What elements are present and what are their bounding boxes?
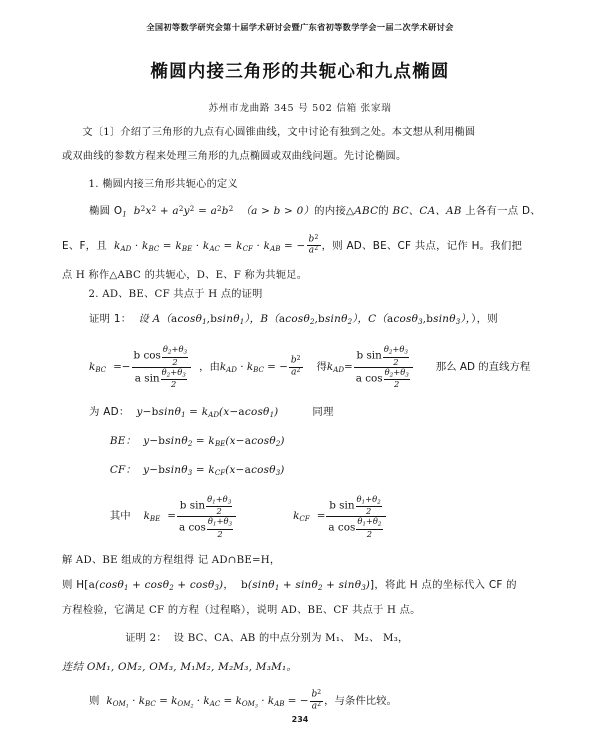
proof-2-label: 证明 2： [125, 632, 167, 644]
ellipse-equation: $b^2x^2 + a^2y^2 = a^2b^2$ [133, 203, 234, 217]
proof-2-text: 设 BC、CA、AB 的中点分别为 M₁、 M₂、 M₃， [173, 632, 409, 644]
proof-2-line [62, 634, 538, 644]
proof-1-setup [62, 314, 538, 325]
ellipse-label-text: 椭圆 O [89, 204, 123, 217]
final-slope-expression: $k_{OM_1} \cdot k_{BC} = k_{OM_2} \cdot k_{AC} = k_{OM_3} \cdot k_{AB}$ = − $\frac{b^2}{a^2}$ [106, 689, 322, 712]
section-1-heading: 1. 椭圆内接三角形共轭心的定义 [88, 179, 238, 191]
proof-1-label: 证明 1： [89, 313, 132, 326]
document-page [0, 22, 600, 733]
where-formula-row: 其中 $k_{BE}$ = b sin $\frac{\theta_1+\theta_3}{2}$ a cos $\frac{\theta_1+\theta_3}{2}$ $k_{CF}$ = b sin $\frac{\theta_1+\theta_2}{2}$ a cos $\frac{\theta_1+\theta_2}{2}$ [62, 495, 538, 539]
proof-1-tail: ），则 [471, 313, 498, 326]
def2-tail: ，则 AD、BE、CF 共点，记作 H。我们把 [321, 239, 523, 252]
author-byline: 苏州市龙曲路 345 号 502 信箱 张家瑞 [208, 103, 392, 114]
k-cf-label: $k_{CF}$ [293, 509, 310, 523]
same-reasoning-text: 同理 [312, 406, 334, 418]
h-point-coordinates-line [62, 580, 538, 591]
h-result-prefix: 则 H[ [62, 579, 89, 592]
equals-sign-1: = [113, 360, 122, 373]
line-cf-equation [62, 465, 538, 476]
k-be-label: $k_{BE}$ [143, 509, 161, 523]
h-x-coordinate: a(cosθ$_1$ + cosθ$_2$ + cosθ$_3$) [88, 579, 224, 593]
h-result-suffix: ]，将此 H 点的坐标代入 CF 的 [370, 579, 517, 592]
k-be-fraction: b sin $\frac{\theta_1+\theta_3}{2}$ a cos $\frac{\theta_1+\theta_3}{2}$ [177, 495, 236, 539]
k-bc-fraction: b cos $\frac{\theta_2+\theta_3}{2}$ a sin $\frac{\theta_2+\theta_3}{2}$ [132, 345, 192, 389]
def-de-text: 的 [378, 204, 389, 217]
k-ad-fraction: b sin $\frac{\theta_2+\theta_3}{2}$ a cos $\frac{\theta_2+\theta_3}{2}$ [354, 345, 413, 389]
line-cf-expr: $y-bsin\theta_3 = k_{CF}(x-acos\theta_3)$ [143, 464, 285, 478]
k-ad-label: $k_{AD}$ [326, 360, 344, 374]
verification-line: 方程检验，它满足 CF 的方程（过程略），说明 AD、BE、CF 共点于 H 点。 [62, 604, 421, 616]
intro-paragraph-line-1: 文〔1〕介绍了三角形的九点有心圆锥曲线，文中讨论有独到之处。本文想从利用椭圆 [82, 127, 476, 138]
connect-midpoints-line: 连结 OM₁, OM₂, OM₃, M₁M₂, M₂M₃, M₃M₁。 [62, 661, 298, 674]
def-mid-text: 的内接 [314, 204, 346, 217]
line-be-expr: $y-bsin\theta_2 = k_{BE}(x-acos\theta_2)$ [143, 435, 285, 449]
line-cf-label: CF： [109, 464, 137, 477]
intro-paragraph-line-2: 或双曲线的参数方程来处理三角形的九点椭圆或双曲线问题。先讨论椭圆。 [62, 151, 407, 163]
definition-line-3: 点 H 称作△ABC 的共轭心，D、E、F 称为共轭足。 [62, 269, 308, 281]
proof-1-points: 设 A（acosθ$_1$,bsinθ$_1$），B（acosθ$_2$,bsinθ$_2$），C（acosθ$_3$,bsinθ$_3$）， [138, 313, 472, 327]
final-prefix: 则 [89, 695, 100, 708]
definition-line-1 [62, 203, 541, 218]
then-text: 那么 AD 的直线方程 [435, 360, 531, 373]
line-be-equation [62, 436, 538, 447]
where-text: 其中 [109, 510, 131, 523]
definition-line-2 [62, 235, 538, 257]
ellipse-subscript: 1 [122, 208, 127, 218]
final-tail-text: ，与条件比较。 [324, 695, 397, 708]
b2-over-a2-fraction: $\frac{b^2}{a^2}$ [308, 233, 319, 257]
line-ad-equation [62, 407, 538, 418]
since-text: 由 [209, 360, 220, 373]
h-y-coordinate: b(sinθ$_1$ + sinθ$_2$ + sinθ$_3$) [240, 579, 371, 593]
section-2-heading: 2. AD、BE、CF 共点于 H 点的证明 [88, 288, 263, 300]
def2-prefix: E、F，且 [62, 239, 107, 252]
h-coord-comma: ， [223, 579, 234, 592]
slope-product-equation: $k_{AD} \cdot k_{BC} = k_{BE} \cdot k_{AC} = k_{CF} \cdot k_{AB}$ = − $\frac{b^2}{a^2}$ [113, 233, 319, 257]
line-be-label: BE： [109, 435, 137, 448]
line-ad-label: 为 AD： [89, 406, 130, 418]
minus-sign-1: − [121, 360, 131, 373]
k-cf-fraction: b sin $\frac{\theta_1+\theta_2}{2}$ a cos $\frac{\theta_1+\theta_2}{2}$ [326, 495, 385, 539]
solve-system-line: 解 AD、BE 组成的方程组得 记 AD∩BE=H， [62, 555, 281, 567]
page-number: 234 [291, 715, 309, 724]
k-ad-k-bc-product: $k_{AD} \cdot k_{BC}$ = − $\frac{b^2}{a^2}$ [219, 355, 301, 378]
k-bc-label: $k_{BC}$ [89, 360, 107, 374]
triangle-sides: BC、CA、AB [392, 204, 462, 217]
page-title: 椭圆内接三角形的共轭心和九点椭圆 [150, 62, 450, 82]
ellipse-condition: （a > b > 0） [240, 204, 315, 217]
document-body [62, 127, 541, 712]
slope-formula-row: $k_{BC}$ = − b cos $\frac{\theta_2+\theta_3}{2}$ a sin $\frac{\theta_2+\theta_3}{2}$ ， 由 $k_{AD} \cdot k_{BC}$ = − $\frac{b^2}{a^2}$ 得 $k_{AD}$ = b sin $\frac{\theta_2+\theta_3}{2}$ a cos $\frac{\theta_2+\theta_3}{2}$ 那么 AD 的直线方程 [89, 344, 531, 390]
triangle-abc: △ABC [346, 204, 379, 217]
get-text: 得 [316, 360, 327, 373]
final-slope-equality-row [62, 690, 538, 712]
def-tail-text: 上各有一点 D、 [465, 204, 541, 217]
running-head: 全国初等数学研究会第十届学术研讨会暨广东省初等数学学会一届二次学术研讨会 [146, 22, 454, 32]
line-ad-expr: $y-bsin\theta_1 = k_{AD}(x-acos\theta_1)$ [136, 406, 279, 420]
